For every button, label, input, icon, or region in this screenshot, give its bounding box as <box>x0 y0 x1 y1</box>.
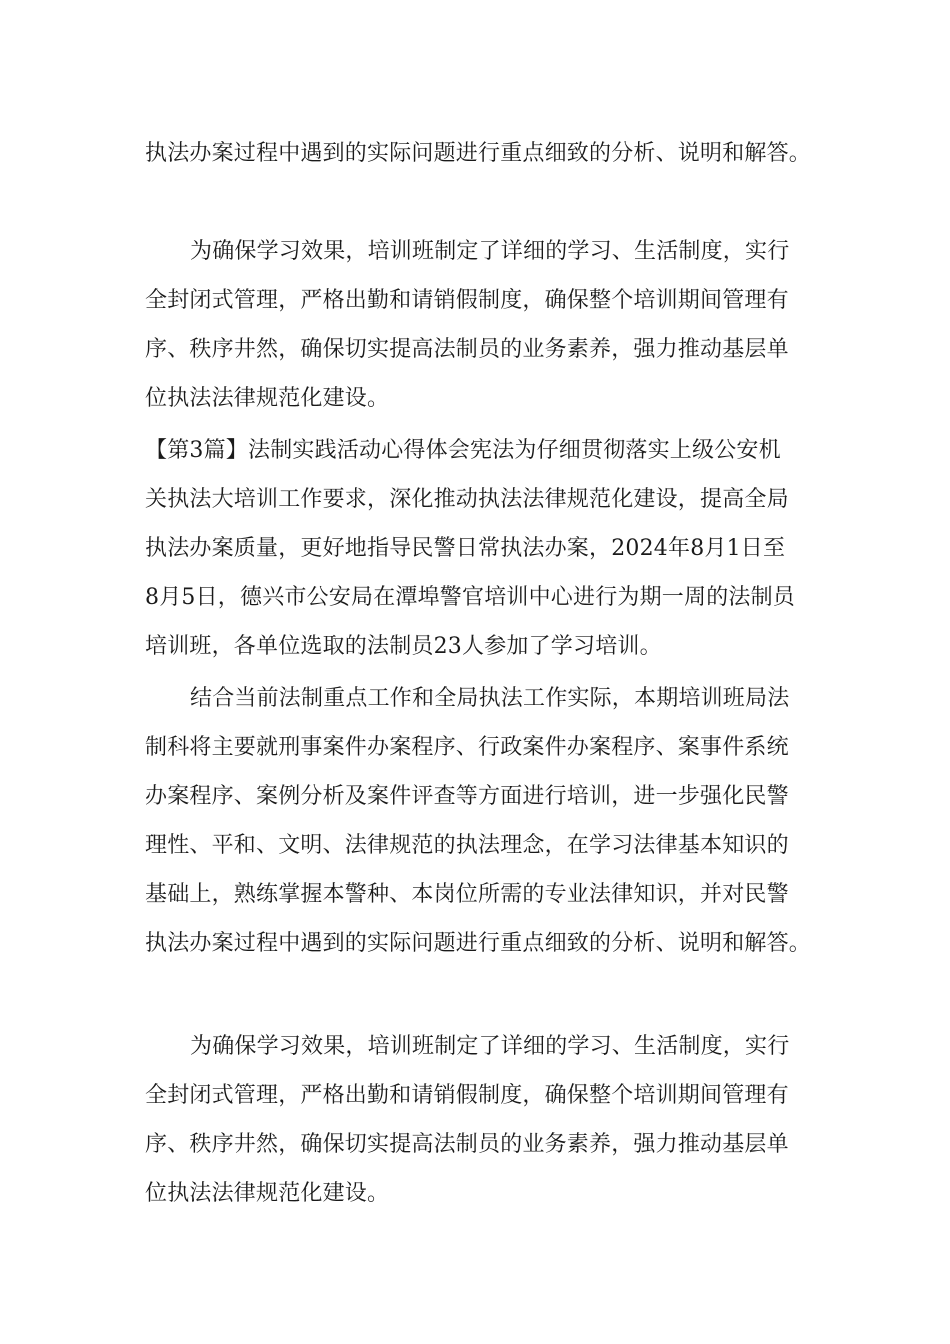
text-line: 序、秩序井然，确保切实提高法制员的业务素养，强力推动基层单 <box>145 1132 789 1157</box>
text-line: 关执法大培训工作要求，深化推动执法法律规范化建设，提高全局 <box>145 487 789 512</box>
text-line: 序、秩序井然，确保切实提高法制员的业务素养，强力推动基层单 <box>145 337 789 362</box>
text-line: 为确保学习效果，培训班制定了详细的学习、生活制度，实行 <box>190 239 790 264</box>
text-line: 培训班，各单位选取的法制员23人参加了学习培训。 <box>145 634 662 659</box>
text-line: 执法办案过程中遇到的实际问题进行重点细致的分析、说明和解答。 <box>145 141 812 166</box>
text-line: 位执法法律规范化建设。 <box>145 1181 390 1206</box>
text-line: 执法办案质量，更好地指导民警日常执法办案，2024年8月1日至 <box>145 536 786 561</box>
section-heading-line: 【第3篇】法制实践活动心得体会宪法为仔细贯彻落实上级公安机 <box>145 438 781 463</box>
text-line: 全封闭式管理，严格出勤和请销假制度，确保整个培训期间管理有 <box>145 288 789 313</box>
text-line: 执法办案过程中遇到的实际问题进行重点细致的分析、说明和解答。 <box>145 931 812 956</box>
text-line: 基础上，熟练掌握本警种、本岗位所需的专业法律知识，并对民警 <box>145 882 789 907</box>
text-line: 8月5日，德兴市公安局在潭埠警官培训中心进行为期一周的法制员 <box>145 585 795 610</box>
text-line: 位执法法律规范化建设。 <box>145 386 390 411</box>
text-line: 理性、平和、文明、法律规范的执法理念，在学习法律基本知识的 <box>145 833 789 858</box>
text-line: 结合当前法制重点工作和全局执法工作实际，本期培训班局法 <box>190 686 790 711</box>
text-line: 办案程序、案例分析及案件评查等方面进行培训，进一步强化民警 <box>145 784 789 809</box>
text-line: 全封闭式管理，严格出勤和请销假制度，确保整个培训期间管理有 <box>145 1083 789 1108</box>
text-line: 制科将主要就刑事案件办案程序、行政案件办案程序、案事件系统 <box>145 735 789 760</box>
text-line: 为确保学习效果，培训班制定了详细的学习、生活制度，实行 <box>190 1034 790 1059</box>
